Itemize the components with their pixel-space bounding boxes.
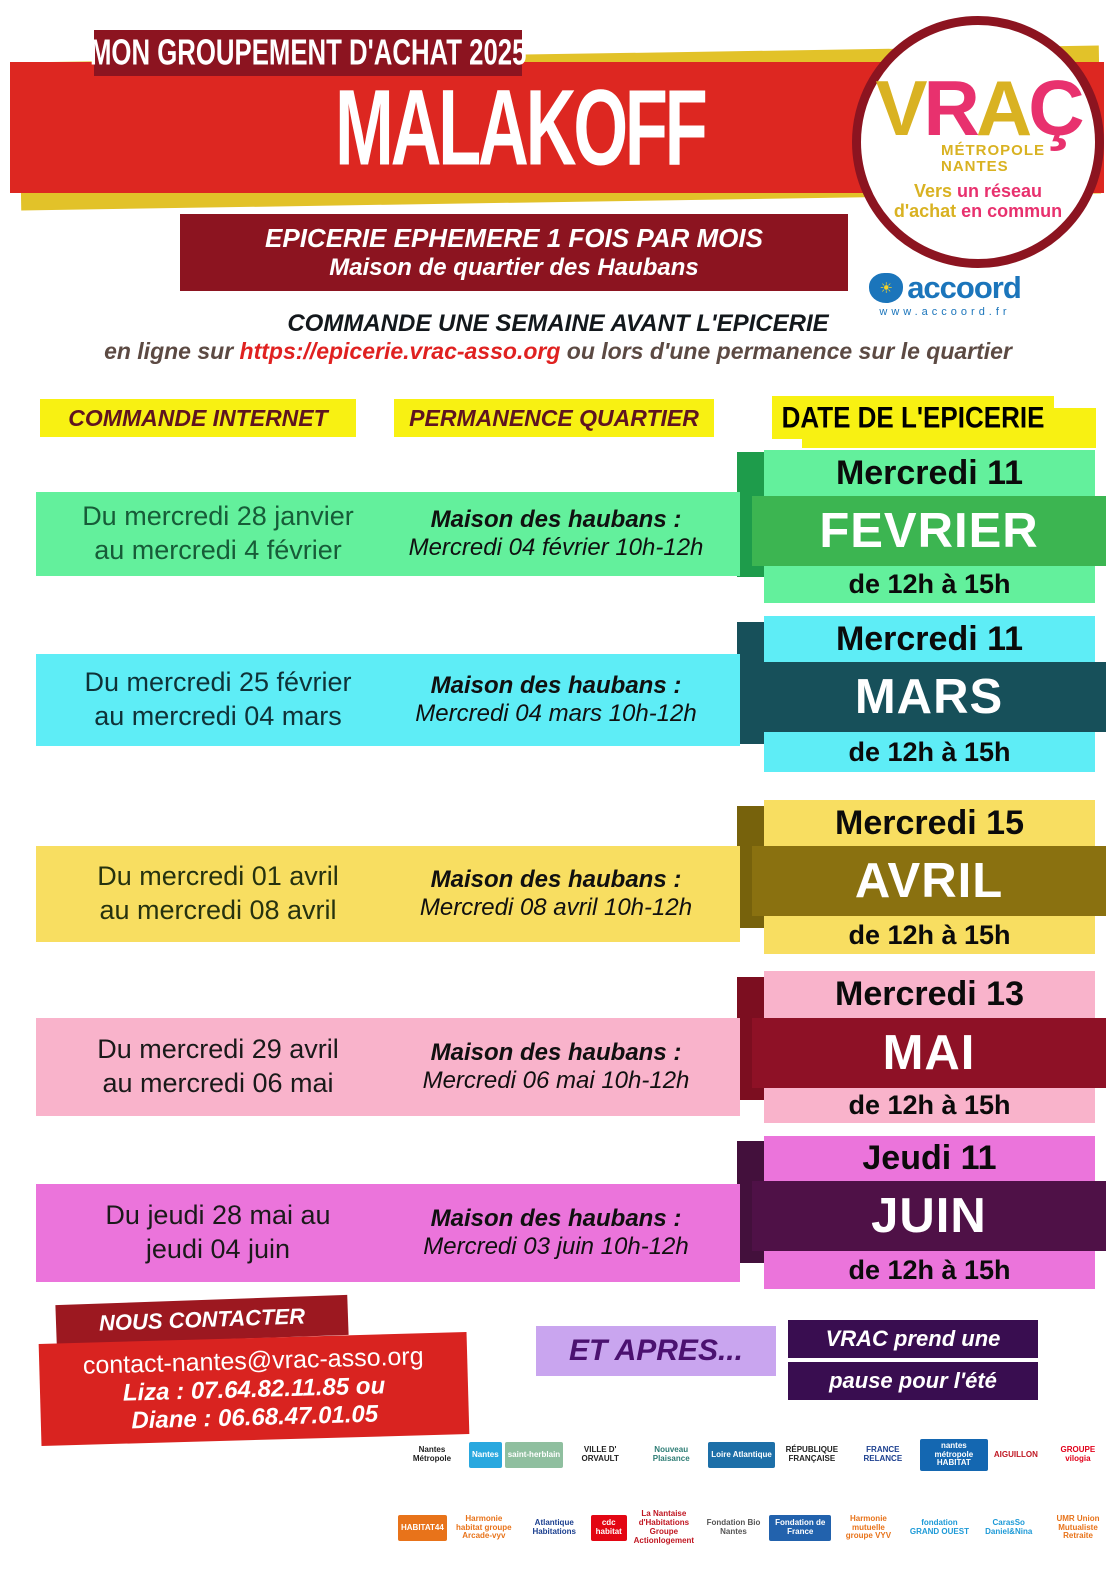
partner-logo-nantes-metropole-habitat: nantes métropole HABITAT <box>920 1439 988 1471</box>
order-period: Du jeudi 28 mai au jeudi 04 juin <box>105 1200 331 1264</box>
order-deadline-note: COMMANDE UNE SEMAINE AVANT L'EPICERIE <box>287 310 829 337</box>
order-channel-note: en ligne sur https://epicerie.vrac-asso.org ou lors d'une permanence sur le quartier <box>104 338 1012 364</box>
after-title: ET APRES... <box>536 1326 776 1376</box>
partner-logo-fondation-carasso: CarasSo Daniel&Nina <box>976 1515 1041 1541</box>
partner-logo-aiguillon: AIGUILLON <box>991 1442 1041 1468</box>
epicerie-day: Mercredi 11 <box>764 616 1095 662</box>
page-title: MALAKOFF <box>335 67 705 188</box>
vrac-logo-tagline: Vers un réseau d'achat en commun <box>893 180 1063 221</box>
partner-logo-harmonie-mutuelle: Harmonie mutuelle groupe VYV <box>834 1512 902 1544</box>
partner-logos-row-1 <box>398 1424 1112 1486</box>
partner-logo-orvault: VILLE D' ORVAULT <box>566 1442 634 1468</box>
contact-phone-2: Diane : 06.68.47.01.05 <box>131 1400 379 1434</box>
partner-logo-vilogia: GROUPE vilogia <box>1044 1442 1112 1468</box>
epicerie-time: de 12h à 15h <box>764 1088 1095 1123</box>
permanence-info: Maison des haubans : Mercredi 06 mai 10h-12h <box>422 1039 690 1094</box>
partner-logo-atlantique-habitations: Atlantique Habitations <box>521 1515 588 1541</box>
table-row <box>36 654 740 746</box>
permanence-info: Maison des haubans : Mercredi 03 juin 10h-12h <box>423 1205 689 1260</box>
epicerie-month: FEVRIER <box>752 496 1106 566</box>
table-row <box>36 492 740 576</box>
partner-logo-republique-francaise: RÉPUBLIQUE FRANÇAISE <box>778 1442 846 1468</box>
epicerie-day: Mercredi 13 <box>764 971 1095 1018</box>
contact-phone-1: Liza : 07.64.82.11.85 ou <box>122 1371 386 1407</box>
epicerie-day: Mercredi 15 <box>764 800 1095 846</box>
partner-logo-fondation-de-france: Fondation de France <box>769 1515 831 1541</box>
column-header-commande-internet: COMMANDE INTERNET <box>40 399 356 437</box>
epicerie-month: JUIN <box>752 1181 1106 1251</box>
column-header-permanence-quartier: PERMANENCE QUARTIER <box>394 399 714 437</box>
vrac-logo-letters: VRAÇ <box>875 63 1081 152</box>
permanence-info: Maison des haubans : Mercredi 08 avril 10h-12h <box>419 866 693 921</box>
epicerie-time: de 12h à 15h <box>764 916 1095 954</box>
partner-logo-umr: UMR Union Mutualiste Retraite <box>1044 1512 1112 1544</box>
contact-email: contact-nantes@vrac-asso.org <box>82 1341 424 1380</box>
partner-logos-row-2 <box>398 1490 1112 1566</box>
summer-pause-note-2: pause pour l'été <box>788 1362 1038 1400</box>
partner-logo-fondation-grand-ouest: fondation GRAND OUEST <box>905 1515 973 1541</box>
table-row <box>36 1184 740 1282</box>
partner-logo-france-relance: FRANCE RELANCE <box>849 1442 917 1468</box>
epicerie-time: de 12h à 15h <box>764 566 1095 603</box>
epicerie-month: MARS <box>752 662 1106 732</box>
partner-logo-harmonie-habitat: Harmonie habitat groupe Arcade-vyv <box>450 1512 518 1544</box>
partner-logo-saint-herblain: saint-herblain <box>505 1442 563 1468</box>
epicerie-month: MAI <box>752 1018 1106 1088</box>
contact-title-banner: NOUS CONTACTER <box>55 1295 348 1345</box>
permanence-info: Maison des haubans : Mercredi 04 février 10h-12h <box>408 506 704 561</box>
partner-logo-ville-de-nantes: Nantes <box>469 1442 502 1468</box>
partner-logo-cdc-habitat: cdc habitat <box>591 1515 627 1541</box>
vrac-logo-subtitle: MÉTROPOLE NANTES <box>940 141 1045 176</box>
partner-logo-fondation-bio-nantes: Fondation Bio Nantes <box>701 1515 766 1541</box>
epicerie-day: Jeudi 11 <box>764 1136 1095 1181</box>
order-period: Du mercredi 25 février au mercredi 04 mars <box>84 667 352 731</box>
epicerie-time: de 12h à 15h <box>764 1251 1095 1289</box>
partner-logo-habitat44: HABITAT44 <box>398 1515 447 1541</box>
permanence-info: Maison des haubans : Mercredi 04 mars 10h-12h <box>415 672 697 727</box>
accoord-url: www.accoord.fr <box>879 306 1011 318</box>
column-header-date-epicerie: DATE DE L'EPICERIE <box>772 396 1054 439</box>
accoord-logo: ☀ accoord www.accoord.fr <box>840 270 1050 318</box>
table-row <box>36 846 740 942</box>
accoord-sun-shield-icon: ☀ <box>869 273 903 303</box>
kicker-text: MON GROUPEMENT D'ACHAT 2025 <box>89 32 527 73</box>
partner-logo-loire-atlantique: Loire Atlantique <box>708 1442 775 1468</box>
epicerie-day: Mercredi 11 <box>764 450 1095 496</box>
vrac-logo <box>852 16 1104 268</box>
epicerie-link[interactable]: https://epicerie.vrac-asso.org <box>239 338 561 364</box>
partner-logo-nouveau-plaisance: Nouveau Plaisance <box>637 1442 705 1468</box>
order-period: Du mercredi 29 avril au mercredi 06 mai <box>97 1034 339 1098</box>
table-row <box>36 1018 740 1116</box>
order-period: Du mercredi 01 avril au mercredi 08 avril <box>97 861 339 925</box>
epicerie-month: AVRIL <box>752 846 1106 916</box>
epicerie-banner: EPICERIE EPHEMERE 1 FOIS PAR MOIS Maison de quartier des Haubans <box>180 214 848 291</box>
summer-pause-note-1: VRAC prend une <box>788 1320 1038 1358</box>
epicerie-time: de 12h à 15h <box>764 732 1095 772</box>
partner-logo-la-nantaise-habitations: La Nantaise d'Habitations Groupe Actionlogement <box>630 1507 698 1548</box>
order-period: Du mercredi 28 janvier au mercredi 4 février <box>82 501 354 565</box>
partner-logo-nantes-metropole: Nantes Métropole <box>398 1442 466 1468</box>
